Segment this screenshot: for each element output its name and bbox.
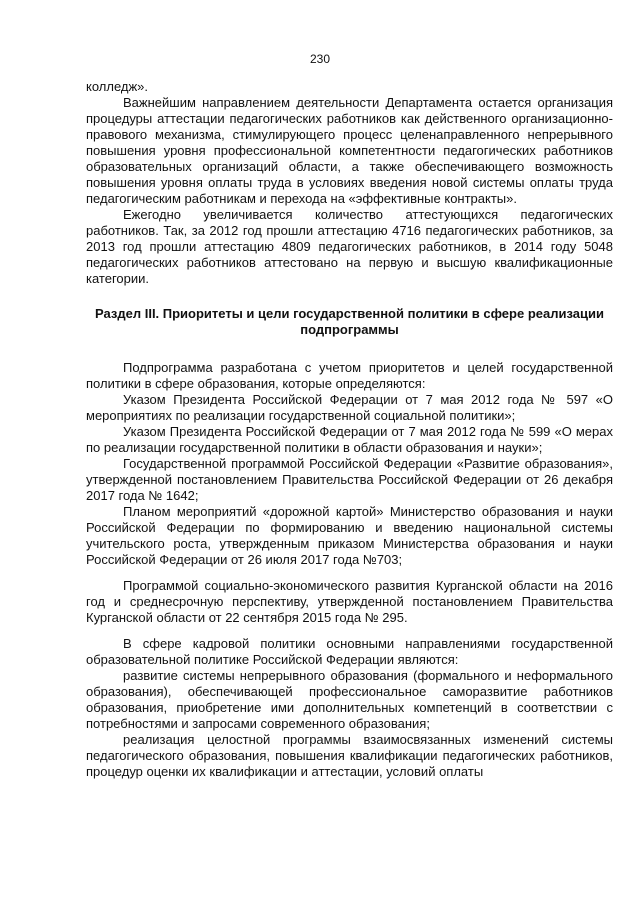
document-body (86, 79, 613, 780)
paragraph: развитие системы непрерывного образования (формального и неформального образования), обеспечивающей профессиональное саморазвитие работников образования, приобретение ими дополнительных компетенций в соответствии с потребностями и запросами современного образования; (86, 668, 613, 731)
paragraph: В сфере кадровой политики основными направлениями государственной образовательной политике Российской Федерации являются: (86, 636, 613, 667)
paragraph: колледж». (86, 79, 149, 94)
paragraph: Государственной программой Российской Федерации «Развитие образования», утвержденной постановлением Правительства Российской Федерации от 26 декабря 2017 года № 1642; (86, 456, 613, 503)
paragraph: Подпрограмма разработана с учетом приоритетов и целей государственной политики в сфере образования, которые определяются: (86, 360, 613, 391)
paragraph: Важнейшим направлением деятельности Департамента остается организация процедуры аттестации педагогических работников как действенного организационно-правового механизма, стимулирующего процесс целенаправленного непрерывного повышения уровня профессиональной компетентности педагогических работников образовательных организаций области, а также обеспечивающего возможность повышения уровня оплаты труда в условиях введения новой системы оплаты труда педагогическим работникам и перехода на «эффективные контракты». (86, 95, 613, 206)
paragraph: Планом мероприятий «дорожной картой» Министерство образования и науки Российской Федерации по формированию и введению национальной системы учительского роста, утвержденным приказом Министерства образования и науки Российской Федерации от 26 июля 2017 года №703; (86, 504, 613, 567)
paragraph: Указом Президента Российской Федерации от 7 мая 2012 года № 599 «О мерах по реализации государственной политики в области образования и науки»; (86, 424, 613, 455)
paragraph: Ежегодно увеличивается количество аттестующихся педагогических работников. Так, за 2012 год прошли аттестацию 4716 педагогических работников, за 2013 год прошли аттестацию 4809 педагогических работников, в 2014 году 5048 педагогических работников аттестовано на первую и высшую квалификационные категории. (86, 207, 613, 286)
paragraph: реализация целостной программы взаимосвязанных изменений системы педагогического образования, повышения квалификации педагогических работников, процедур оценки их квалификации и аттестации, условий оплаты (86, 732, 613, 779)
paragraph: Программой социально-экономического развития Курганской области на 2016 год и среднесрочную перспективу, утвержденной постановлением Правительства Курганской области от 22 сентября 2015 года № 295. (86, 578, 613, 625)
section-heading-line: Раздел III. Приоритеты и цели государственной политики в сфере реализации (95, 306, 604, 321)
paragraph: Указом Президента Российской Федерации от 7 мая 2012 года № 597 «О мероприятиях по реализации государственной социальной политики»; (86, 392, 613, 423)
section-heading-line: подпрограммы (300, 322, 399, 337)
section-heading (86, 306, 613, 338)
page-number: 230 (309, 52, 331, 66)
